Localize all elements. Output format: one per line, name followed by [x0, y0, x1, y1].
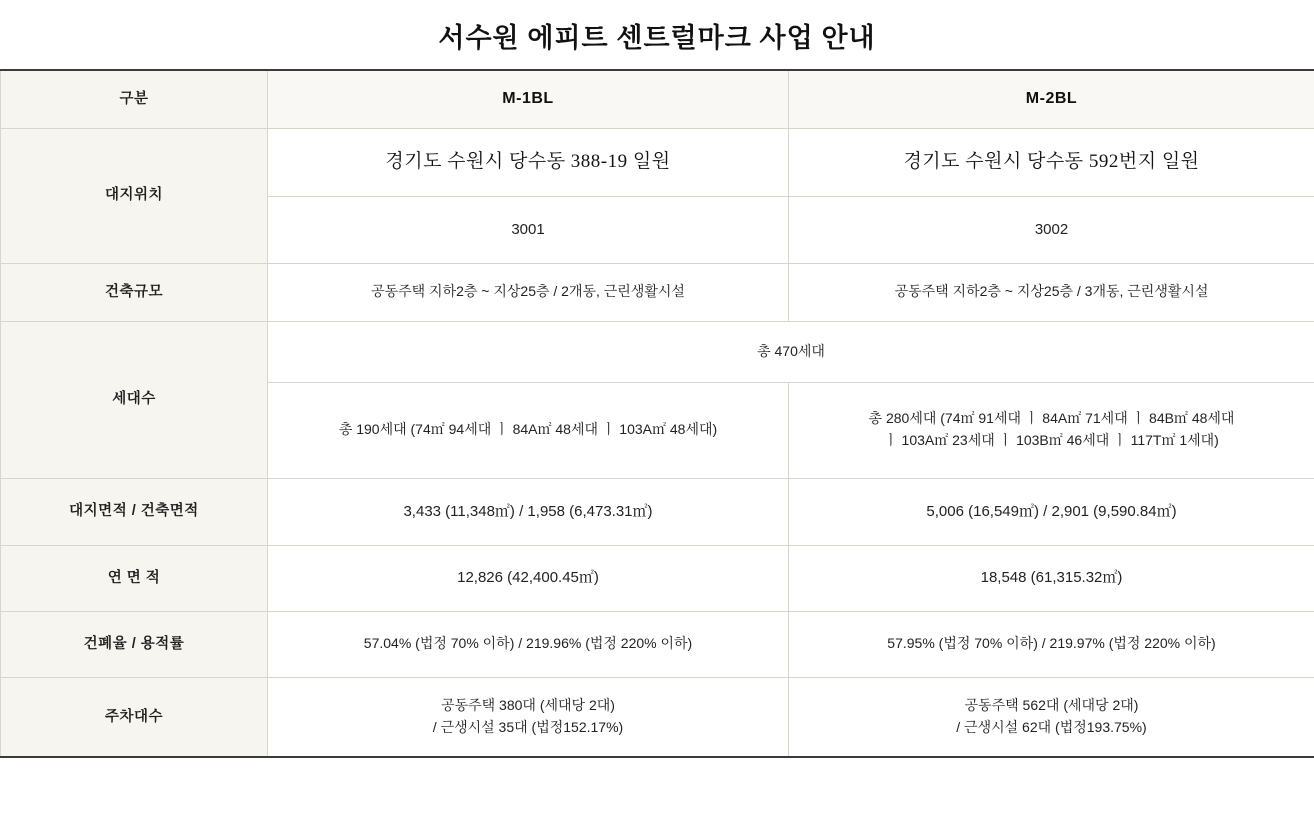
parking-m2bl-line1: 공동주택 562대 (세대당 2대): [964, 697, 1139, 714]
location-code-m1bl: 3001: [268, 196, 789, 263]
units-detail-m2bl-line1: 총 280세대 (74㎡ 91세대 ㅣ 84A㎡ 71세대 ㅣ 84B㎡ 48세대: [868, 410, 1235, 427]
header-cell-division: 구분: [1, 70, 268, 128]
row-label-parking: 주차대수: [1, 677, 268, 757]
table-row-site-building-area: [1, 478, 1314, 545]
site-building-area-m1bl: 3,433 (11,348㎡) / 1,958 (6,473.31㎡): [268, 478, 789, 545]
units-total: 총 470세대: [268, 321, 1314, 382]
parking-m2bl-line2: / 근생시설 62대 (법정193.75%): [956, 718, 1147, 735]
location-code-m2bl: 3002: [789, 196, 1314, 263]
table-header-row: [1, 70, 1314, 128]
table-row-location-address: [1, 128, 1314, 196]
location-address-m1bl: 경기도 수원시 당수동 388-19 일원: [268, 128, 789, 196]
units-detail-m2bl: [789, 382, 1314, 478]
gross-area-m1bl: 12,826 (42,400.45㎡): [268, 545, 789, 611]
parking-m1bl-line1: 공동주택 380대 (세대당 2대): [441, 697, 615, 714]
units-detail-m2bl-line2: ㅣ 103A㎡ 23세대 ㅣ 103B㎡ 46세대 ㅣ 117T㎡ 1세대): [884, 432, 1219, 448]
header-cell-m2bl: M-2BL: [789, 70, 1314, 128]
row-label-location: 대지위치: [1, 128, 268, 263]
project-spec-table: [0, 69, 1314, 758]
coverage-floor-area-ratio-m1bl: 57.04% (법정 70% 이하) / 219.96% (법정 220% 이하): [268, 611, 789, 677]
location-address-m2bl: 경기도 수원시 당수동 592번지 일원: [789, 128, 1314, 196]
row-label-units: 세대수: [1, 321, 268, 478]
header-cell-m1bl: M-1BL: [268, 70, 789, 128]
row-label-building-scale: 건축규모: [1, 263, 268, 321]
table-row-coverage-floor-area-ratio: [1, 611, 1314, 677]
parking-m2bl: [789, 677, 1314, 757]
site-building-area-m2bl: 5,006 (16,549㎡) / 2,901 (9,590.84㎡): [789, 478, 1314, 545]
table-row-gross-area: [1, 545, 1314, 611]
building-scale-m1bl: 공동주택 지하2층 ~ 지상25층 / 2개동, 근린생활시설: [268, 263, 789, 321]
units-detail-m1bl: 총 190세대 (74㎡ 94세대 ㅣ 84A㎡ 48세대 ㅣ 103A㎡ 48세대): [268, 382, 789, 478]
page-title: 서수원 에피트 센트럴마크 사업 안내: [438, 23, 876, 53]
row-label-coverage-floor-area-ratio: 건폐율 / 용적률: [1, 611, 268, 677]
table-row-building-scale: [1, 263, 1314, 321]
coverage-floor-area-ratio-m2bl: 57.95% (법정 70% 이하) / 219.97% (법정 220% 이하): [789, 611, 1314, 677]
table-row-units-total: [1, 321, 1314, 382]
parking-m1bl: [268, 677, 789, 757]
gross-area-m2bl: 18,548 (61,315.32㎡): [789, 545, 1314, 611]
building-scale-m2bl: 공동주택 지하2층 ~ 지상25층 / 3개동, 근린생활시설: [789, 263, 1314, 321]
row-label-site-building-area: 대지면적 / 건축면적: [1, 478, 268, 545]
table-row-parking: [1, 677, 1314, 757]
row-label-gross-area: 연 면 적: [1, 545, 268, 611]
parking-m1bl-line2: / 근생시설 35대 (법정152.17%): [432, 718, 624, 735]
